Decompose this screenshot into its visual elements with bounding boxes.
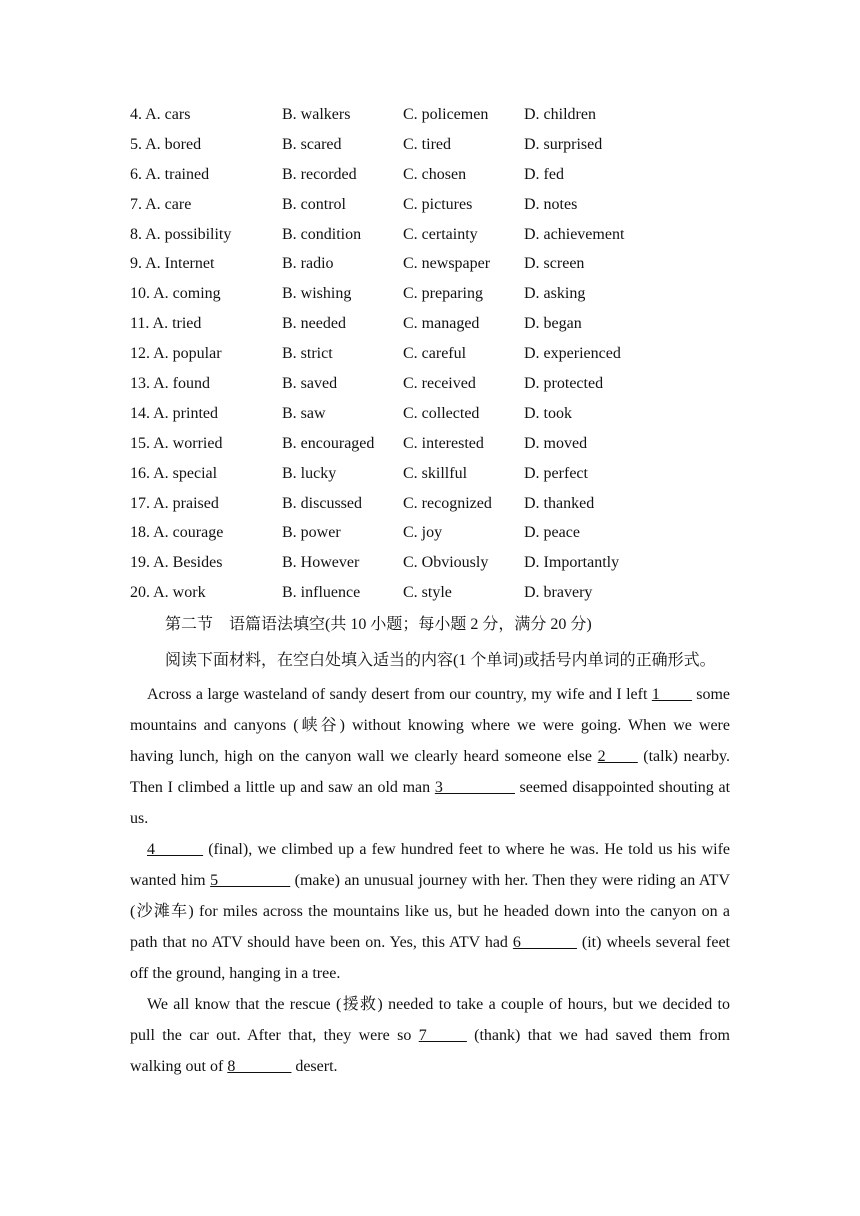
question-number: 13. xyxy=(130,375,150,393)
option-b: B. encouraged xyxy=(282,434,375,452)
option-d: D. screen xyxy=(524,255,585,273)
passage-paragraph-3 xyxy=(130,989,730,1082)
option-b: B. control xyxy=(282,195,346,213)
question-number-option-a xyxy=(130,253,214,275)
choice-row xyxy=(130,164,730,194)
option-d: D. bravery xyxy=(524,584,593,602)
option-a: A. work xyxy=(153,584,206,602)
question-number-option-a xyxy=(130,552,222,574)
choice-row xyxy=(130,552,730,582)
option-a: A. cars xyxy=(145,106,191,123)
choice-row xyxy=(130,283,730,313)
section-instruction: 阅读下面材料，在空白处填入适当的内容(1 个单词)或括号内单词的正确形式。 xyxy=(165,652,716,670)
choice-row xyxy=(130,582,730,612)
choice-row xyxy=(130,463,730,493)
option-a: A. worried xyxy=(153,434,223,452)
choice-row xyxy=(130,343,730,373)
option-a: A. special xyxy=(153,464,218,482)
choice-row xyxy=(130,373,730,403)
blank-1: 1____ xyxy=(651,686,692,704)
option-d: D. experienced xyxy=(524,345,621,363)
option-d: D. surprised xyxy=(524,135,603,153)
option-b: B. power xyxy=(282,524,341,542)
option-c: C. style xyxy=(403,584,452,602)
option-c: C. joy xyxy=(403,524,443,542)
passage-text: Across a large wasteland of sandy desert from our country, my wife and I left xyxy=(147,686,652,704)
option-d: D. began xyxy=(524,315,582,333)
choice-row xyxy=(130,313,730,343)
question-number: 7. xyxy=(130,195,142,213)
option-a: A. courage xyxy=(153,524,224,542)
question-number-option-a xyxy=(130,194,191,216)
option-d: D. asking xyxy=(524,285,586,303)
option-b: B. scared xyxy=(282,135,342,153)
question-number: 19. xyxy=(130,554,150,572)
passage-text: (thank) that we had saved them from walking out of xyxy=(130,1027,730,1076)
option-b: B. influence xyxy=(282,584,361,602)
choice-row xyxy=(130,253,730,283)
question-number: 12. xyxy=(130,345,150,363)
question-number: 15. xyxy=(130,434,150,452)
question-number-option-a xyxy=(130,224,231,246)
option-a: A. trained xyxy=(145,165,210,183)
option-a: A. bored xyxy=(145,135,202,153)
question-number: 4. xyxy=(130,106,142,123)
blank-8: 8_______ xyxy=(227,1058,292,1076)
question-number-option-a xyxy=(130,463,217,485)
option-d: D. Importantly xyxy=(524,554,620,572)
passage-text: some mountains and canyons (峡谷) without knowing where we were going. When we were having lunch, high on the canyon wall we clearly heard someone else xyxy=(130,686,730,766)
question-number-option-a xyxy=(130,104,190,126)
option-a: A. tried xyxy=(152,315,202,333)
option-a: A. Besides xyxy=(153,554,223,572)
question-number: 20. xyxy=(130,584,150,602)
option-c: C. policemen xyxy=(403,106,489,123)
choice-row xyxy=(130,134,730,164)
option-a: A. found xyxy=(153,375,211,393)
option-c: C. managed xyxy=(403,315,480,333)
option-c: C. interested xyxy=(403,434,484,452)
question-number-option-a xyxy=(130,164,209,186)
passage-text: desert. xyxy=(291,1058,338,1076)
option-b: B. recorded xyxy=(282,165,357,183)
option-d: D. protected xyxy=(524,375,604,393)
option-d: D. notes xyxy=(524,195,578,213)
question-number-option-a xyxy=(130,433,222,455)
question-number-option-a xyxy=(130,283,221,305)
question-number: 17. xyxy=(130,494,150,512)
choice-list xyxy=(130,104,730,612)
option-c: C. pictures xyxy=(403,195,473,213)
option-b: B. needed xyxy=(282,315,346,333)
choice-row xyxy=(130,224,730,254)
option-b: B. condition xyxy=(282,225,362,243)
option-c: C. preparing xyxy=(403,285,483,303)
option-d: D. moved xyxy=(524,434,588,452)
option-b: B. saved xyxy=(282,375,338,393)
blank-3: 3_________ xyxy=(434,779,515,797)
question-number: 14. xyxy=(130,404,150,422)
question-number-option-a xyxy=(130,522,223,544)
option-a: A. Internet xyxy=(145,255,215,273)
option-b: B. saw xyxy=(282,404,326,422)
section-title: 第二节 语篇语法填空(共 10 小题；每小题 2 分，满分 20 分) xyxy=(165,616,592,634)
question-number: 10. xyxy=(130,285,150,303)
option-b: B. discussed xyxy=(282,494,362,512)
choice-row xyxy=(130,104,730,134)
question-number: 18. xyxy=(130,524,150,542)
option-d: D. achievement xyxy=(524,225,625,243)
blank-2: 2____ xyxy=(597,748,638,766)
option-c: C. newspaper xyxy=(403,255,491,273)
option-b: B. lucky xyxy=(282,464,337,482)
option-c: C. chosen xyxy=(403,165,467,183)
passage-text: We all know that the rescue (援救) needed to take a couple of hours, but we decided to pull the car out. After that, they were so xyxy=(130,996,730,1045)
option-c: C. received xyxy=(403,375,476,393)
option-a: A. praised xyxy=(153,494,219,512)
question-number-option-a xyxy=(130,134,201,156)
option-a: A. possibility xyxy=(145,225,232,243)
option-d: D. perfect xyxy=(524,464,588,482)
option-d: D. fed xyxy=(524,165,564,183)
question-number: 8. xyxy=(130,225,142,243)
question-number: 9. xyxy=(130,255,142,273)
question-number-option-a xyxy=(130,373,210,395)
option-c: C. skillful xyxy=(403,464,468,482)
choice-row xyxy=(130,433,730,463)
option-a: A. popular xyxy=(153,345,222,363)
passage-text: (talk) nearby. Then I climbed a little up and saw an old man xyxy=(130,748,731,797)
option-b: B. wishing xyxy=(282,285,352,303)
option-c: C. recognized xyxy=(403,494,492,512)
option-b: B. radio xyxy=(282,255,334,273)
choice-row xyxy=(130,194,730,224)
exam-page xyxy=(130,104,730,1082)
option-c: C. collected xyxy=(403,404,480,422)
question-number: 5. xyxy=(130,135,142,153)
passage-text: (final), we climbed up a few hundred feet to where he was. He told us his wife wanted him xyxy=(130,841,730,890)
blank-6: 6_______ xyxy=(512,934,577,952)
question-number: 16. xyxy=(130,464,150,482)
blank-5: 5_________ xyxy=(210,872,291,890)
option-b: B. However xyxy=(282,554,360,572)
choice-row xyxy=(130,493,730,523)
passage-text: (it) wheels several feet off the ground, hanging in a tree. xyxy=(130,934,730,983)
option-b: B. walkers xyxy=(282,106,351,123)
option-a: A. coming xyxy=(153,285,221,303)
option-c: C. Obviously xyxy=(403,554,489,572)
choice-row xyxy=(130,522,730,552)
choice-row xyxy=(130,403,730,433)
passage-paragraph-1 xyxy=(130,679,730,834)
option-a: A. printed xyxy=(153,404,218,422)
option-c: C. careful xyxy=(403,345,467,363)
option-c: C. tired xyxy=(403,135,451,153)
option-c: C. certainty xyxy=(403,225,478,243)
option-d: D. children xyxy=(524,106,596,123)
option-d: D. peace xyxy=(524,524,580,542)
question-number-option-a xyxy=(130,493,219,515)
question-number-option-a xyxy=(130,582,206,604)
question-number: 6. xyxy=(130,165,142,183)
blank-4: 4______ xyxy=(147,841,203,859)
option-d: D. thanked xyxy=(524,494,595,512)
question-number-option-a xyxy=(130,313,201,335)
option-a: A. care xyxy=(145,195,192,213)
passage-paragraph-2 xyxy=(130,834,730,989)
option-d: D. took xyxy=(524,404,572,422)
passage-text: (make) an unusual journey with her. Then they were riding an ATV (沙滩车) for miles across the mountains like us, but he headed down into the canyon on a path that no ATV should have been on. Yes, this ATV had xyxy=(130,872,731,952)
question-number-option-a xyxy=(130,343,222,365)
question-number-option-a xyxy=(130,403,218,425)
option-b: B. strict xyxy=(282,345,333,363)
blank-7: 7_____ xyxy=(418,1027,467,1045)
passage-text: seemed disappointed shouting at us. xyxy=(130,779,731,828)
question-number: 11. xyxy=(130,315,150,333)
